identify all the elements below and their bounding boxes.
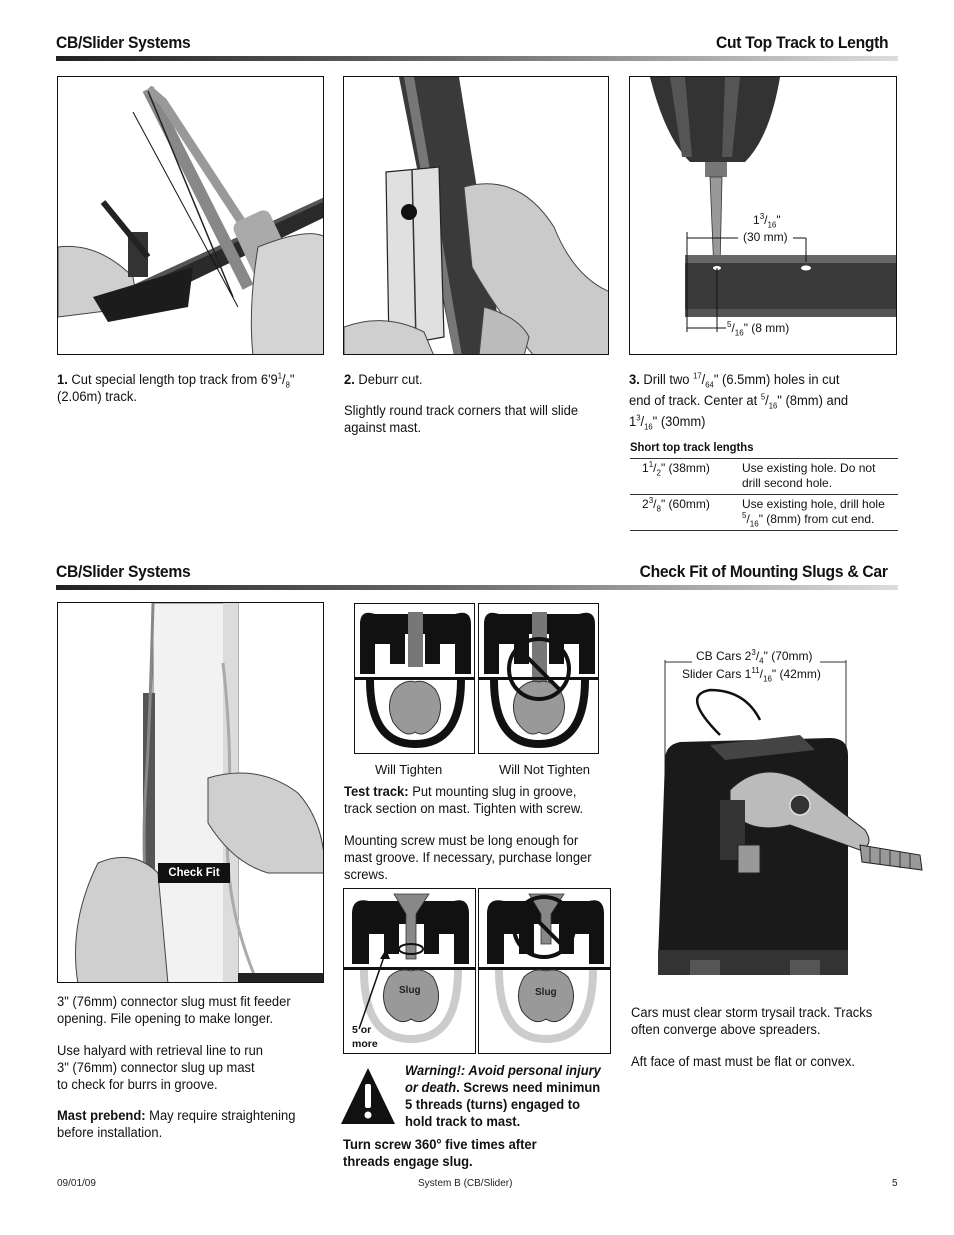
row1-len-whole: 1 [642,461,649,475]
step3-line1-b: " (6.5mm) holes in cut [713,372,840,387]
label-will-not-tighten: Will Not Tighten [499,762,591,777]
warning-icon [339,1066,397,1126]
slug-screw-diagram-good [343,888,476,1054]
slug-diagram-will-tighten [354,603,475,754]
photo-drill-holes [629,76,897,355]
step1-text-c: (2.06m) track. [57,389,137,404]
cb-cars-dimension: CB Cars $2^3/_4$" (70mm) [696,648,813,666]
slider-cars-num: 11 [751,666,760,675]
test-track-text [344,783,608,817]
warning-rest: . Screws need minimun 5 threads (turns) engaged to hold track to mast. [405,1080,601,1129]
short-table-row2-length: $2^3/_8$" (60mm) [642,496,710,514]
step3-line1-a: Drill two [643,372,694,387]
photo-hacksaw-cut [57,76,324,355]
test-track-body: Put mounting slug in groove, track section on mast. Tighten with screw. [344,784,584,816]
row1-len-num: 1 [648,460,654,469]
slug-good-drawing [355,604,475,754]
step3-line3-num: 3 [636,413,641,423]
step1-number: 1. [57,372,68,387]
mast-illustration [58,603,324,983]
step3-line3-a: 1 [629,414,637,429]
photo-deburr [343,76,609,355]
mast-prebend-text [57,1107,314,1141]
drill-label-top-mm: (30 mm) [743,230,788,244]
footer-page-number: 5 [892,1178,898,1189]
step2-text [344,371,603,388]
more-label: more [352,1038,378,1050]
warning-italic: Warning!: Avoid personal injury or death [405,1063,601,1095]
short-table-title: Short top track lengths [630,440,754,454]
step3-line2-b: " (8mm) and [777,393,849,408]
slug-label-right: Slug [535,987,557,998]
drill-label-bottom: $^5/_{16}$" (8 mm) [727,320,790,338]
drill-bottom-den: 16 [734,328,744,338]
row1-len-den: 2 [656,468,661,478]
turn-screw-text: Turn screw 360° five times after threads engage slug. [343,1137,537,1169]
connector-text-2b: 3" (76mm) connector slug up mast [57,1060,255,1075]
step3-line2-num: 5 [760,392,766,402]
step1-frac-den: 8 [285,380,290,390]
slug-screw-diagram-bad [478,888,611,1054]
step2-number: 2. [344,372,355,387]
step3-line3-b: " (30mm) [652,414,706,429]
short-table-row1-length: $1^1/_2$" (38mm) [642,460,710,478]
short-table-row-2 [630,494,898,531]
row2-desc-num: 5 [742,511,747,520]
section-title-right-bottom: Check Fit of Mounting Slugs & Car [639,562,888,581]
header-rule-bottom [56,585,898,590]
step1-text-b: " [289,372,295,387]
step3-line2-a: end of track. Center at [629,393,761,408]
five-or-label: 5 or [352,1024,372,1036]
mounting-screw-text: Mounting screw must be long enough for mast groove. If necessary, purchase longer screws. [344,833,592,882]
header-rule-top [56,56,898,61]
row2-desc-a: Use existing hole, drill hole [742,497,885,511]
drill-bottom-mm: " (8 mm) [743,321,790,335]
hacksaw-illustration [58,77,324,355]
step3-line3-den: 16 [644,422,653,432]
row2-desc-b: " (8mm) from cut end. [758,512,875,526]
drill-top-whole: 1 [753,213,760,227]
aft-face-text: Aft face of mast must be flat or convex. [631,1054,856,1069]
step1-text: 1. Cut special length top track from $6'9^1/_8$" (2.06m) track. [57,371,295,404]
drill-bottom-num: 5 [727,320,732,329]
drill-top-num: 3 [759,212,765,221]
short-table-row-1 [630,458,898,494]
short-table-row1-desc: Use existing hole. Do not drill second hole. [742,461,876,490]
footer-date: 09/01/09 [57,1178,96,1189]
cb-cars-den: 4 [759,656,764,666]
row2-len-rest: " (60mm) [660,497,710,511]
row2-len-whole: 2 [642,497,649,511]
screw-bad-drawing [479,889,611,1054]
check-fit-label: Check Fit [168,865,220,879]
cb-cars-a: CB Cars 2 [696,649,752,663]
footer-title: System B (CB/Slider) [418,1178,513,1189]
step3-line1-num: 17 [693,371,702,381]
label-will-tighten: Will Tighten [375,762,443,777]
step3-line2-den: 16 [768,401,778,411]
short-track-table [630,440,898,532]
slider-cars-dimension: Slider Cars $1^{11}/_{16}$" (42mm) [682,666,821,684]
row2-len-den: 8 [656,504,661,514]
step2-text-a: Deburr cut. [358,372,423,387]
slider-cars-b: " (42mm) [771,667,821,681]
mast-prebend-body: May require straightening before installation. [57,1108,296,1140]
step2-text2: Slightly round track corners that will slide against mast. [344,403,579,435]
connector-text-2 [57,1042,314,1093]
test-track-bold: Test track: [344,784,409,799]
cars-clear-text: Cars must clear storm trysail track. Tracks often converge above spreaders. [631,1005,873,1037]
short-table-row2-desc: Use existing hole, drill hole $^5/_{16}$" (8mm) from cut end. [742,497,885,529]
row1-len-rest: " (38mm) [660,461,710,475]
connector-text-1: 3" (76mm) connector slug must fit feeder opening. File opening to make longer. [57,994,291,1026]
slug-diagram-will-not-tighten [478,603,599,754]
step3-line1-den: 64 [705,380,714,390]
section-title-right-top: Cut Top Track to Length [715,33,888,52]
step3-text: 3. Drill two $^{17}/_{64}$" (6.5mm) holes in cut end of track. Center at $^5/_{16}$" (8mm) and $1^3/_{16}$" (30mm) [629,371,849,432]
mast-prebend-bold: Mast prebend: [57,1108,146,1123]
step1-frac-num: 1 [277,371,283,381]
car-illustration [650,650,930,980]
slider-cars-den: 16 [763,674,772,684]
step3-number: 3. [629,372,640,387]
slug-label-left: Slug [399,985,421,996]
slug-bad-drawing [479,604,599,754]
drill-top-den: 16 [767,220,777,230]
deburr-illustration [344,77,609,355]
row2-desc-den: 16 [749,519,759,529]
connector-text-2a: Use halyard with retrieval line to run [57,1043,264,1058]
section-title-left-bottom: CB/Slider Systems [56,562,191,581]
step1-text-a: Cut special length top track from 6'9 [71,372,278,387]
connector-text-2c: to check for burrs in groove. [57,1077,218,1092]
row2-len-num: 3 [648,496,654,505]
photo-mast-check-fit [57,602,324,983]
cb-cars-b: " (70mm) [763,649,813,663]
cb-cars-num: 3 [751,648,756,657]
drill-label-top: $1^3/_{16}$" [753,212,781,230]
section-title-left-top: CB/Slider Systems [56,33,191,52]
slider-cars-a: Slider Cars 1 [682,667,752,681]
warning-text [405,1062,609,1130]
